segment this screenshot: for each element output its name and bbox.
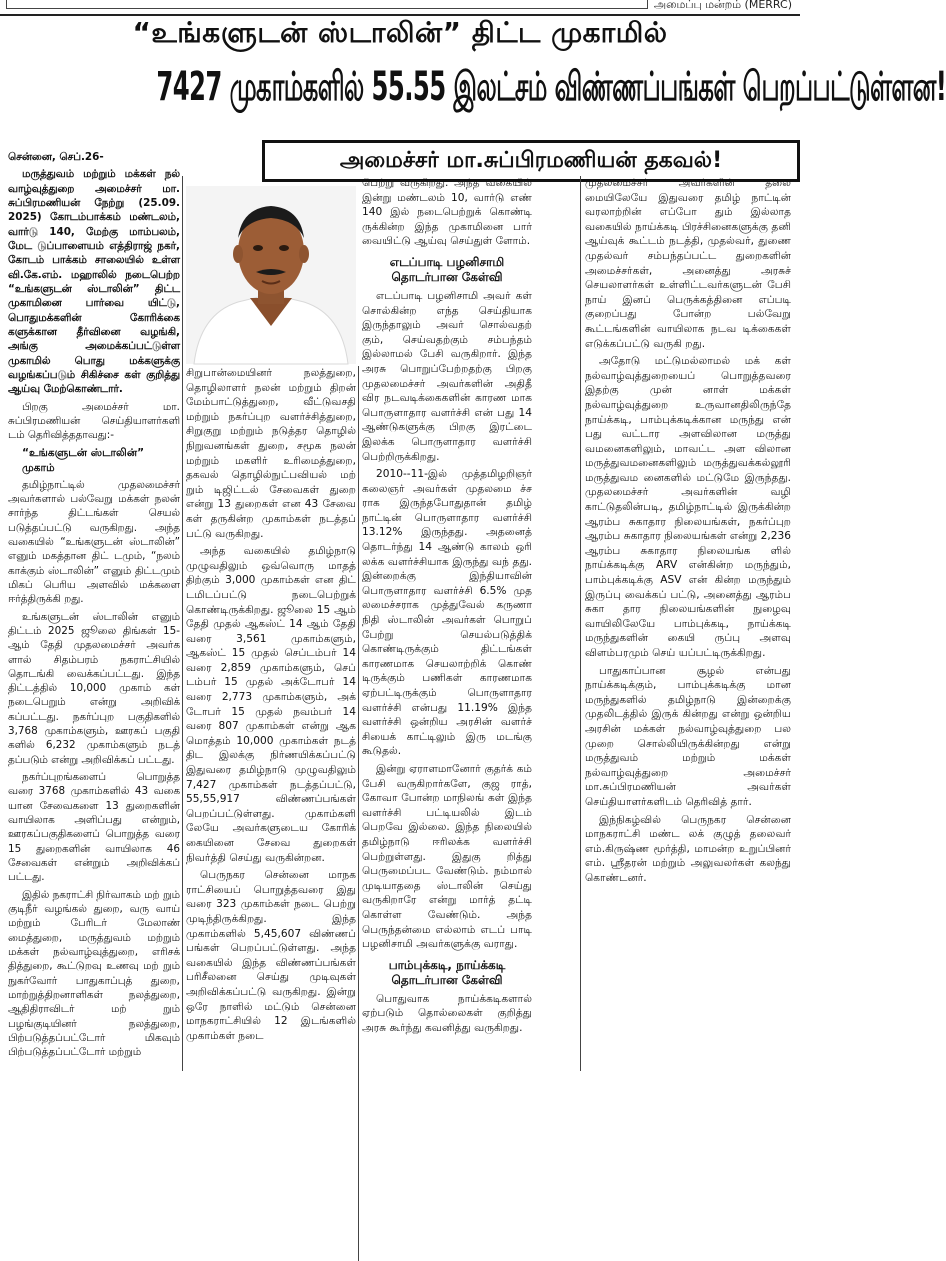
paragraph: பெருநகர சென்னை மாநக ராட்சியைப் பொறுத்தவரை இது வரை 323 முகாம்கள் நடை பெற்று முடிந்திருக்கிறது. இந்த முகாம்களில் 5,45,607 விண்ணப் பங்கள் பெறப்பட்டுள்ளது. அந்த வகையில் இந்த விண்ணப்பங்கள் பரிசீலனை செய்து முடிவுகள் அறிவிக்கப்பட்டு வருகிறது. இன்று ஒரே நாளில் மட்டும் சென்னை மாநகராட்சியில் 12 இடங்களில் முகாம்கள் நடை — [186, 869, 356, 1042]
column-3 — [362, 176, 532, 1038]
column-rule-3 — [580, 176, 581, 1071]
paragraph: நகர்ப்புறங்களைப் பொறுத்த வரை 3768 முகாம்களில் 43 வகை யான சேவைகளை 13 துறைகளின் வாயிலாக அளிப்பது என்றும், ஊரகப்பகுதிகளைப் பொறுத்த வரை 15 துறைகளின் வாயிலாக 46 சேவைகள் என்றும் அறிவிக்கப் பட்டது. — [8, 771, 180, 884]
minister-portrait-icon — [186, 186, 356, 364]
paragraph: பிறகு அமைச்சர் மா. சுப்பிரமணியன் செய்தியாளர்களி டம் தெரிவித்ததாவது:- — [8, 400, 180, 442]
paragraph: எடப்பாடி பழனிசாமி அவர் கள் சொல்கின்ற எந்த செய்தியாக இருந்தாலும் அவர் சொல்வதற் கும், செய்வதற்கும் சம்பந்தம் இல்லாமல் பேசி வருகிறார். இந்த அரசு பொறுப்பேற்றதற்கு பிறகு முதலமைச்சர் அவர்களின் அதிதீ விர நடவடிக்கைகளின் காரண மாக பொருளாதார வளர்ச்சி என் பது 14 ஆண்டுகளுக்கு பிறகு இரட்டை இலக்க பொருளாதார வளர்ச்சி பெற்றிருக்கிறது. — [362, 289, 532, 463]
paragraph: அந்த வகையில் தமிழ்நாடு முழுவதிலும் ஒவ்வொரு மாதத் திற்கும் 3,000 முகாம்கள் என திட் டமிடப்பட்டு நடைபெற்றுக் கொண்டிருக்கிறது. ஜூலை 15 ஆம் தேதி முதல் ஆகஸ்ட் 14 ஆம் தேதி வரை 3,561 முகாம்களும், ஆகஸ்ட் 15 முதல் செப்டம்பர் 14 வரை 2,859 முகாம்களும், செப் டம்பர் 15 முதல் அக்டோபர் 14 வரை 2,773 முகாம்களும், அக் டோபர் 15 முதல் நவம்பர் 14 வரை 807 முகாம்கள் என்று ஆக மொத்தம் 10,000 முகாம்கள் நடத் திட இலக்கு நிர்ணயிக்கப்பட்டு இதுவரை தமிழ்நாடு முழுவதிலும் 7,427 முகாம்கள் நடத்தப்பட்டு, 55,55,917 விண்ணப்பங்கள் பெறப்பட்டுள்ளது. முகாம்களி லேயே அவர்களுடைய கோரிக் கையினை சேவை துறைகள் நிவர்த்தி செய்து வருகின்றன. — [186, 545, 356, 864]
column-1 — [8, 150, 180, 1063]
section-heading: “உங்களுடன் ஸ்டாலின்” முகாம் — [22, 446, 145, 474]
paragraph: அதோடு மட்டுமல்லாமல் மக் கள் நல்வாழ்வுத்துறையைப் பொறுத்தவரை இதற்கு முன் னாள் மக்கள் நல்வாழ்வுத்துறை உருவானதிலிருந்தே நாய்க்கடி, பாம்புக்கடிக்கான மருந்து என் பது வட்டார அளவிலான மருத்து வமனைகளிலும், மாவட்ட அள விலான மருத்துவமனைகளிலும் மருத்துவக்கல்லூரி மருத்துவம னைகளில் மட்டுமே இருந்தது. முதலமைச்சர் அவர்களின் வழி காட்டுதலின்படி, தமிழ்நாட்டில் இருக்கின்ற ஆரம்ப சுகாதார நிலையங்கள், நகர்ப்புற ஆரம்ப சுகாதார நிலையங்கள் என்று 2,236 ஆரம்ப சுகாதார நிலையங்க ளில் நாய்க்கடிக்கு ARV என்கின்ற மருந்தும், பாம்புக்கடிக்கு ASV என் கின்ற மருந்தும் இருப்பு வைக்கப் பட்டு, அனைத்து ஆரம்ப சுகா தார நிலையங்களின் நுழைவு வாயிலிலேயே பாம்புக்கடி, நாய்க்கடி மருந்துகளின் கையி ருப்பு அளவு விளம்பரமும் செய் யப்பட்டிருக்கிறது. — [585, 355, 791, 659]
paragraph: தமிழ்நாட்டில் முதலமைச்சர் அவர்களால் பல்வேறு மக்கள் நலன் சார்ந்த திட்டங்கள் செயல் படுத்தப்பட்டு வருகிறது. அந்த வகையில் “உங்களுடன் ஸ்டாலின்” எனும் மகத்தான திட் டமும், “நலம் காக்கும் ஸ்டாலின்” எனும் திட்டமும் மிகப் பெரிய அளவில் மக்களை ஈர்த்திருக்கி றது. — [8, 478, 180, 606]
paragraph: இதில் நகராட்சி நிர்வாகம் மற் றும் குடிநீர் வழங்கல் துறை, வரு வாய் மற்றும் பேரிடர் மேலாண் மைத்துறை, மருத்துவம் மற்றும் மக்கள் நல்வாழ்வுத்துறை, எரிசக் தித்துறை, கூட்டுறவு உணவு மற் றும் நுகர்வோர் பாதுகாப்புத் துறை, மாற்றுத்திறனாளிகள் நலத்துறை, ஆதிதிராவிடர் மற் றும் பழங்குடியினர் நலத்துறை, பிற்படுத்தப்பட்டோர் மிகவும் பிற்படுத்தப்பட்டோர் மற்றும் — [8, 888, 180, 1059]
top-right-fragment: அமைப்பு மன்றம் (MERRC) — [653, 0, 792, 11]
headline: 7427 முகாம்களில் 55.55 இலட்சம் விண்ணப்பங்கள் பெறப்பட்டுள்ளன! — [156, 64, 946, 110]
column-4 — [585, 176, 791, 889]
column-rule-2 — [358, 366, 359, 1261]
paragraph: சிறுபான்மையினர் நலத்துறை, தொழிலாளர் நலன் மற்றும் திறன் மேம்பாட்டுத்துறை, வீட்டுவசதி மற்றும் நகர்ப்புற வளர்ச்சித்துறை, சிறுகுறு மற்றும் நடுத்தர தொழில் நிறுவனங்கள் துறை, சமூக நலன் மற்றும் மகளிர் உரிமைத்துறை, தகவல் தொழில்நுட்பவியல் மற் றும் டிஜிட்டல் சேவைகள் துறை என்று 13 துறைகள் என 43 சேவை கள் தருகின்ற முகாம்கள் நடத்தப் பட்டு வருகிறது. — [186, 367, 356, 540]
previous-article-box — [6, 0, 648, 9]
paragraph: பெற்று வருகிறது. அந்த வகையில் இன்று மண்டலம் 10, வார்டு எண் 140 இல் நடைபெற்றுக் கொண்டி ருக்கின்ற இந்த முகாமினை பார் வையிட்டு ஆய்வு செய்துள் ளோம். — [362, 177, 532, 248]
subhead-box: அமைச்சர் மா.சுப்பிரமணியன் தகவல்! — [262, 140, 800, 182]
column-rule-1 — [182, 176, 183, 1071]
paragraph: பாதுகாப்பான சூழல் என்பது நாய்க்கடிக்கும், பாம்புக்கடிக்கு மான மருந்துகளில் தமிழ்நாடு இன்றைக்கு முதலிடத்தில் இருக் கின்றது என்று ஒன்றிய அரசின் மக்கள் நல்வாழ்வுத்துறை பல முறை சொல்லியிருக்கின்றது என்று மருத்துவம் மற்றும் மக்கள் நல்வாழ்வுத்துறை அமைச்சர் மா.சுப்பிரமணியன் அவர்கள் செய்தியாளர்களிடம் தெரிவித் தார். — [585, 664, 791, 808]
paragraph: பொதுவாக நாய்க்கடிகளால் ஏற்படும் தொல்லைகள் குறித்து அரசு கூர்ந்து கவனித்து வருகிறது. — [362, 992, 532, 1034]
paragraph: முதலமைச்சர் அவர்களின் தலை மையிலேயே இதுவரை தமிழ் நாட்டின் வரலாற்றின் எப்போ தும் இல்லாத வகையில் நாய்க்கடி பிரச்சினைகளுக்கு தனி ஆய்வுக் கூட்டம் நடத்தி, முதல்வர், துணை முதல்வர் சம்பந்தப்பட்ட துறைகளின் அமைச்சர்கள், அனைத்து அரசுச் செயலாளர்கள் உள்ளிட்டவர்களுடன் பேசி நாய் இனப் பெருக்கத்தினை எப்படி குறைப்பது போன்ற பல்வேறு கூட்டங்களின் வாயிலாக நடவ டிக்கைகள் எடுக்கப்பட்டு வருகி றது. — [585, 177, 791, 350]
lead-paragraph: மருத்துவம் மற்றும் மக்கள் நல் வாழ்வுத்துறை அமைச்சர் மா. சுப்பிரமணியன் நேற்று (25.09. 2025) கோடம்பாக்கம் மண்டலம், வார்டு 140, மேற்கு மாம்பலம், மேட டுப்பாளையம் எத்திராஜ் நகர், கோடம் பாக்கம் சாலையில் உள்ள வி.கே.எம். மஹாலில் நடைபெற்ற “உங்களுடன் ஸ்டாலின்” திட்ட முகாமினை பார்வை யிட்டு, பொதுமக்களின் கோரிக்கை களுக்கான தீர்வினை வழங்கி, அங்கு அமைக்கப்பட்டுள்ள முகாமில் பொது மக்களுக்கு வழங்கப்படும் சிகிச்சை கள் குறித்து ஆய்வு மேற்கொண்டார். — [8, 168, 180, 396]
top-strip — [0, 0, 800, 16]
paragraph: இன்று ஏராளமானோர் குதர்க் கம் பேசி வருகிறார்களே, குஜ ராத், கோவா போன்ற மாநிலங் கள் இந்த வளர்ச்சி பட்டியலில் இடம் பெறவே இல்லை. இந்த நிலையில் தமிழ்நாடு ஈரிலக்க வளர்ச்சி பெற்றுள்ளது. இதுகு றித்து பெருமைப்பட வேண்டும். நம்மால் முடியாததை ஸ்டாலின் செய்து வருகிறாரே என்று மார்த் தட்டி கொள்ள வேண்டும். அந்த பெருந்தன்மை எல்லாம் எடப் பாடி பழனிசாமி அவர்களுக்கு வராது. — [362, 762, 532, 951]
dateline: சென்னை, செப்.26- — [8, 151, 104, 163]
paragraph: 2010--11-இல் முத்தமிழறிஞர் கலைஞர் அவர்கள் முதலமை ச்ச ராக இருந்தபோதுதான் தமிழ் நாட்டின் பொருளாதார வளர்ச்சி 13.12% இருந்தது. அதனைத் தொடர்ந்து 14 ஆண்டு காலம் ஒரி லக்க வளர்ச்சியாக இருந்து வந் தது. இன்றைக்கு இந்தியாவின் பொருளாதார வளர்ச்சி 6.5% முத லமைச்சராக முத்துவேல் கருணா நிதி ஸ்டாலின் அவர்கள் பொறுப் பேற்று செயல்படுத்திக் கொண்டிருக்கும் திட்டங்கள் காரணமாக செயலாற்றிக் கொண் டிருக்கும் பணிகள் காரணமாக ஏற்பட்டிருக்கும் பொருளாதார வளர்ச்சி என்பது 11.19% இந்த வளர்ச்சி ஒன்றிய அரசின் வளர்ச் சியைக் காட்டிலும் இரு மடங்கு கூடுதல். — [362, 468, 532, 758]
section-heading-snakebite: பாம்புக்கடி, நாய்க்கடி தொடர்பான கேள்வி — [388, 957, 506, 987]
column-2 — [186, 366, 356, 1046]
kicker-title: “உங்களுடன் ஸ்டாலின்” திட்ட முகாமில் — [132, 16, 668, 49]
paragraph: உங்களுடன் ஸ்டாலின் எனும் திட்டம் 2025 ஜூலை திங்கள் 15- ஆம் தேதி முதலமைச்சர் அவர்க ளால் சிதம்பரம் நகராட்சியில் தொடங்கி வைக்கப்பட்டது. இந்த திட்டத்தில் 10,000 முகாம் கள் நடைபெறும் என்று அறிவிக் கப்பட்டது. நகர்ப்புற பகுதிகளில் 3,768 முகாம்களும், ஊரகப் பகுதி களில் 6,232 முகாம்களும் நடத் தப்படும் என்று அறிவிக்கப் பட்டது. — [8, 610, 180, 766]
minister-photo — [186, 186, 356, 364]
section-heading-edappadi: எடப்பாடி பழனிசாமி தொடர்பான கேள்வி — [389, 254, 505, 284]
paragraph: இந்நிகழ்வில் பெருநகர சென்னை மாநகராட்சி மண்ட லக் குழுத் தலைவர் எம்.கிருஷ்ண மூர்த்தி, மாமன்ற உறுப்பினர் எம். ஸ்ரீதரன் மற்றும் அலுவலர்கள் கலந்து கொண்டனர். — [585, 813, 791, 884]
